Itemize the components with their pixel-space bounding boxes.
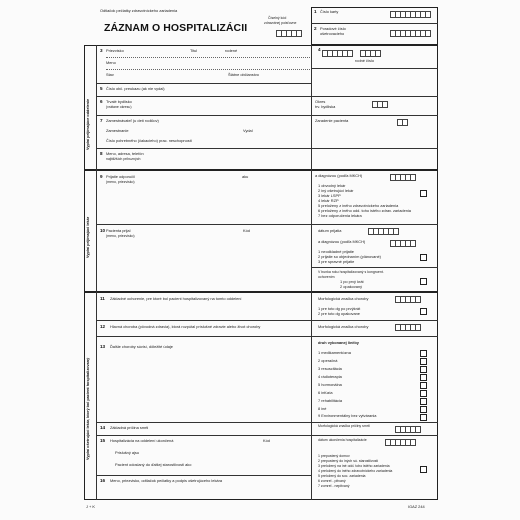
referral-checkbox[interactable] (420, 190, 427, 197)
referral-option: 5 preloženy z iného zdravotníckeho zariadenia (318, 203, 399, 208)
relatives-label: Meno, adresa, telefón (106, 151, 144, 156)
discharge-date-field[interactable] (385, 439, 425, 446)
relatives-sub: najbližších príbuzných (106, 157, 141, 161)
id-card-label: Číslo obč. preukazu (ak nie vydal) (106, 86, 165, 91)
admitter-code-label: Kód (243, 228, 250, 233)
residence-label: Trvalé bydlisko (106, 99, 132, 104)
discharge-option: 4 preložený do iného zdravotníckeho zariadenia (318, 469, 393, 473)
marital-label: Stav (106, 72, 114, 77)
admitted-by-label: Pacienta prijal (106, 228, 131, 233)
discharge-option: 1 prepustený domov (318, 454, 350, 458)
treatment-checkbox[interactable] (420, 398, 427, 405)
admission-type-option: 1 neodkladné prijatie (318, 249, 354, 254)
referrer-code-label: aku (242, 174, 249, 179)
discharge-option: 2 prepustený do iných sú. starostlivosti (318, 459, 379, 463)
field-16-number: 16 (100, 478, 106, 483)
sidebar-section1: Vyplní prijímajúce oddelenie (86, 98, 90, 150)
main-disease-label: Základné ochorenie, pre ktoré bol pacient hospitalizovaný na tomto oddelení (110, 296, 242, 301)
diagnosis-repeat-option: 2 pre toto dg opakovane (318, 311, 360, 316)
repeat-checkbox[interactable] (420, 278, 427, 285)
discharge-checkbox[interactable] (420, 466, 427, 473)
referral-diagnosis-field[interactable] (390, 174, 425, 181)
discharge-option: 5 preložený do soc. zariadenia (318, 474, 366, 478)
treatment-checkbox[interactable] (420, 358, 427, 365)
field-2-number: 2 (314, 26, 317, 31)
cause-of-death-label: Základná príčina smrti (110, 425, 149, 430)
maiden-label: rodené (225, 48, 238, 53)
discharge-option: 3 preložený na iné odd. toho istého zariadenia (318, 464, 390, 468)
admission-date-field[interactable] (368, 228, 403, 235)
stamp-label: Odtlačok pečiatky zdravotníckeho zariadenia (100, 8, 178, 13)
admission-date-label: dátum prijatia (318, 228, 342, 233)
admission-type-option: 2 prijatie so objednaním (plánované) (318, 254, 381, 259)
treatment-option: 7 rehabilitácia (318, 398, 343, 403)
employer-label: Zamestnávateľ (u detí rodičov) (106, 118, 159, 123)
treatment-checkbox[interactable] (420, 366, 427, 373)
referral-option: 2 iný ošetrujúci lekár (318, 188, 354, 193)
district-sub: trv. bydliska (315, 104, 336, 109)
field-10-number: 10 (100, 228, 106, 233)
morph-code-field[interactable] (395, 296, 425, 303)
code-label-line2: zdravotnej poisťovne (264, 21, 297, 25)
district-field[interactable] (372, 101, 397, 108)
treatment-option: 2 operačná (318, 358, 338, 363)
repeat-option: 1 po prvý krát (340, 279, 364, 284)
referred-by-sub: (meno, priezvisko) (106, 180, 135, 184)
field-11-number: 11 (100, 296, 105, 301)
field-14-number: 14 (100, 425, 106, 430)
field-12-number: 12 (100, 324, 106, 329)
field-9-number: 9 (100, 174, 103, 179)
district-label: Okres (315, 99, 326, 104)
code-label-line1: Číselný kód (268, 16, 287, 20)
treatment-option: 9 Environmentálny bez vytvárania (318, 413, 377, 418)
card-number-field[interactable] (390, 11, 435, 18)
form-code: IGAZ 244 (408, 504, 425, 509)
diagnosis-first-option: 1 pre toto dg po prvýkrát (318, 306, 361, 311)
repeat-label1: V bunka roku hospitalizovaný s kongruent. (318, 270, 384, 274)
form-title: ZÁZNAM O HOSPITALIZÁCII (104, 22, 248, 34)
morph-code2-field[interactable] (395, 324, 425, 331)
birth-number-label: rodné číslo (355, 58, 375, 63)
name-label: Meno (106, 60, 116, 65)
insurer-code-field[interactable] (276, 30, 306, 37)
sick-leave-label: Číslo pohrebného (čakacieho) prac. neschopnosti (106, 138, 192, 143)
referral-option: 3 lekár LSPP (318, 193, 341, 198)
field-4-number: 4 (318, 47, 321, 52)
treatment-checkbox[interactable] (420, 350, 427, 357)
treatment-option: 4 rádioterapia (318, 374, 342, 379)
field-1-number: 1 (314, 9, 317, 14)
referral-diagnosis-label: a diagnózou (podľa MKCH) (315, 173, 363, 178)
order-number-field[interactable] (390, 30, 435, 37)
order-number-label2: ošetrovacieho (320, 31, 345, 36)
admission-type-option: 3 pre spravné prijatie (318, 259, 355, 264)
morph-code-label: Morfologická značka choroby (318, 296, 369, 301)
patient-class-field[interactable] (397, 119, 407, 126)
field-8-number: 8 (100, 151, 103, 156)
discharge-option: 6 zomrel - pitvaný (318, 479, 346, 483)
death-morph-field[interactable] (395, 426, 425, 433)
treatment-checkbox[interactable] (420, 414, 427, 421)
admission-diagnosis-label: a diagnózou (podľa MKCH) (318, 239, 366, 244)
treatment-checkbox[interactable] (420, 382, 427, 389)
death-morph-label: Morfologická značka príčiny smrti (318, 424, 370, 428)
hospitalization-ended-label: Hospitalizácia na oddelení ukončená (110, 438, 174, 443)
field-3-number: 3 (100, 48, 103, 53)
title-label: Titul (190, 48, 198, 53)
residence-sub: (vrátane okresu) (106, 105, 132, 109)
sidebar-section2: Vyplní prijímajúci lekár (86, 216, 90, 258)
sent-as-label: Pacient odoslaný do ďalšej starostlivosti ako (115, 462, 192, 467)
field-5-number: 5 (100, 86, 103, 91)
card-number-label: Číslo karty (320, 9, 339, 14)
field-6-number: 6 (100, 99, 103, 104)
treatment-checkbox[interactable] (420, 390, 427, 397)
sidebar-section3: Vyplní ošetrujúci lekár, ktorý bol pacient hospitalizovaný (86, 357, 90, 460)
treatment-option: 8 iné (318, 406, 327, 411)
repeat-label2: ochorením (318, 275, 335, 279)
primary-disease-label: Hlavná choroba (pôvodná zdravia), ktorá rozpútal príslušné zdravie alebo život choroby (110, 324, 261, 329)
discharge-date-label: dátum ukončenia hospitalizácie (318, 438, 367, 442)
field-7-number: 7 (100, 118, 103, 123)
treatment-option: 3 resuscitácia (318, 366, 342, 371)
treatment-checkbox[interactable] (420, 406, 427, 413)
order-number-label1: Poradové číslo (320, 26, 346, 31)
discharge-option: 7 zomrel - nepitvaný (318, 484, 350, 488)
treatment-option: 1 medikamentózna (318, 350, 351, 355)
referral-option: 4 lekár RZP (318, 198, 339, 203)
referred-by-label: Prijatie odporučil (106, 174, 135, 179)
responsible-label: Prislušný ajsu (115, 450, 140, 455)
occupation-label: Zamestnanie (106, 128, 129, 133)
referral-option: 1 obvodný lekár (318, 183, 346, 188)
repeat-option: 2 opakovaný (340, 284, 363, 289)
citizenship-label: Štátne občianstvo (228, 72, 259, 77)
issued-label: Vydal (243, 128, 253, 133)
field-15-number: 15 (100, 438, 106, 443)
doctor-signature-label: Meno, priezvisko, odtlačok pečiatky a podpis ošetrujúceho lekára (110, 478, 223, 483)
treatment-option: 6 infúzia (318, 390, 333, 395)
end-code-label: Kód (263, 438, 270, 443)
morph-code2-label: Morfologická značka choroby (318, 324, 369, 329)
admission-diagnosis-field[interactable] (390, 240, 425, 247)
admitted-by-sub: (meno, priezvisko) (106, 234, 135, 238)
surname-label: Priezvisko (106, 48, 124, 53)
treatment-option: 5 hormonálna (318, 382, 342, 387)
diagnosis-repeat-checkbox[interactable] (420, 308, 427, 315)
referral-option: 6 preloženy z iného odd. toho istého zdrav. zariadenia (318, 208, 411, 213)
patient-class-label: Zaradenie pacienta (315, 118, 349, 123)
admission-type-checkbox[interactable] (420, 254, 427, 261)
field-13-number: 13 (100, 344, 106, 349)
other-diseases-label: Ďalšie choroby súvisí, dôležité údaje (110, 344, 173, 349)
referral-option: 7 bez odporučenia lekára (318, 213, 362, 218)
treatment-type-label: druh vykonanej liečby (318, 340, 359, 345)
birth-number-field-2[interactable] (360, 50, 390, 57)
treatment-checkbox[interactable] (420, 374, 427, 381)
footer-left: J + K (86, 504, 95, 509)
